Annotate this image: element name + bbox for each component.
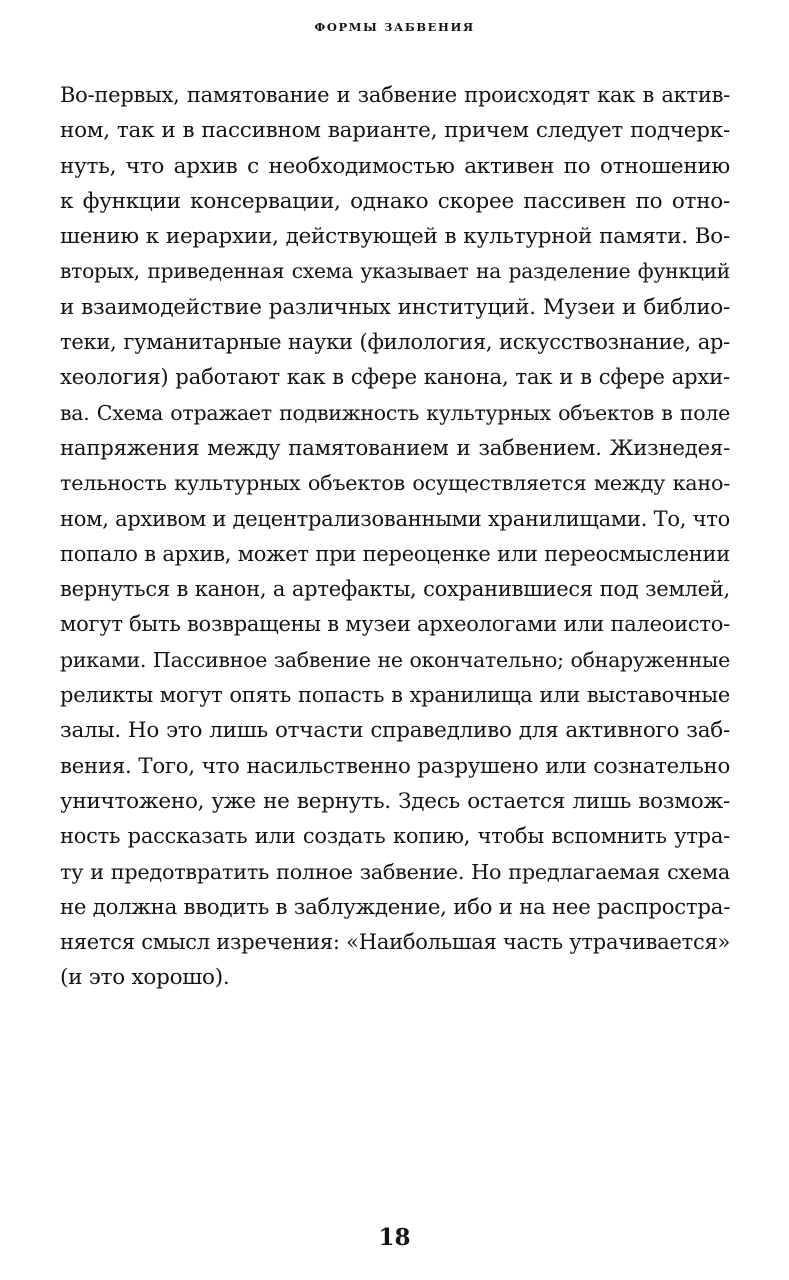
text-line: нуть, что архив с необходимостью активен по отношению [60, 153, 730, 179]
text-line: няется смысл изречения: «Наибольшая часть утрачивается» [60, 930, 731, 955]
text-line: вторых, приведенная схема указывает на разделение функций [60, 259, 730, 284]
text-line: риками. Пассивное забвение не окончательно; обнаруженные [60, 647, 730, 672]
text-line: к функции консервации, однако скорее пассивен по отно- [60, 188, 730, 214]
text-line: ва. Схема отражает подвижность культурных объектов в поле [60, 400, 730, 425]
text-line: напряжения между памятованием и забвением. Жизнедея- [60, 435, 730, 461]
text-line: ном, архивом и децентрализованными хранилищами. То, что [60, 506, 730, 531]
text-line: не должна вводить в заблуждение, ибо и на нее распростра- [60, 894, 731, 920]
text-line: Во-первых, памятование и забвение происходят как в актив- [60, 83, 730, 107]
page-number: 18 [378, 1224, 411, 1251]
text-line: ту и предотвратить полное забвение. Но предлагаемая схема [60, 859, 730, 884]
text-line: уничтожено, уже не вернуть. Здесь остается лишь возмож- [60, 788, 730, 814]
running-head: ФОРМЫ ЗАБВЕНИЯ [314, 20, 475, 34]
body-paragraph [60, 78, 730, 996]
text-line: вения. Того, что насильственно разрушено или сознательно [60, 753, 730, 779]
text-line: вернуться в канон, а артефакты, сохранившиеся под землей, [60, 577, 730, 602]
text-line: шению к иерархии, действующей в культурной памяти. Во- [60, 224, 730, 250]
text-line: и взаимодействие различных институций. Музеи и библио- [60, 294, 730, 320]
text-line: (и это хорошо). [60, 965, 230, 991]
text-line: залы. Но это лишь отчасти справедливо для активного заб- [60, 718, 730, 744]
text-line: могут быть возвращены в музеи археологами или палеоисто- [60, 612, 730, 637]
text-line: попало в архив, может при переоценке или переосмыслении [60, 541, 730, 566]
text-line: ном, так и в пассивном варианте, причем следует подчерк- [60, 118, 730, 144]
text-line: теки, гуманитарные науки (филология, искусствознание, ар- [60, 330, 730, 355]
text-line: тельность культурных объектов осуществляется между кано- [60, 471, 730, 496]
text-line: ность рассказать или создать копию, чтобы вспомнить утра- [60, 824, 730, 849]
text-line: хеология) работают как в сфере канона, так и в сфере архи- [60, 365, 730, 391]
text-line: реликты могут опять попасть в хранилища или выставочные [60, 683, 730, 708]
